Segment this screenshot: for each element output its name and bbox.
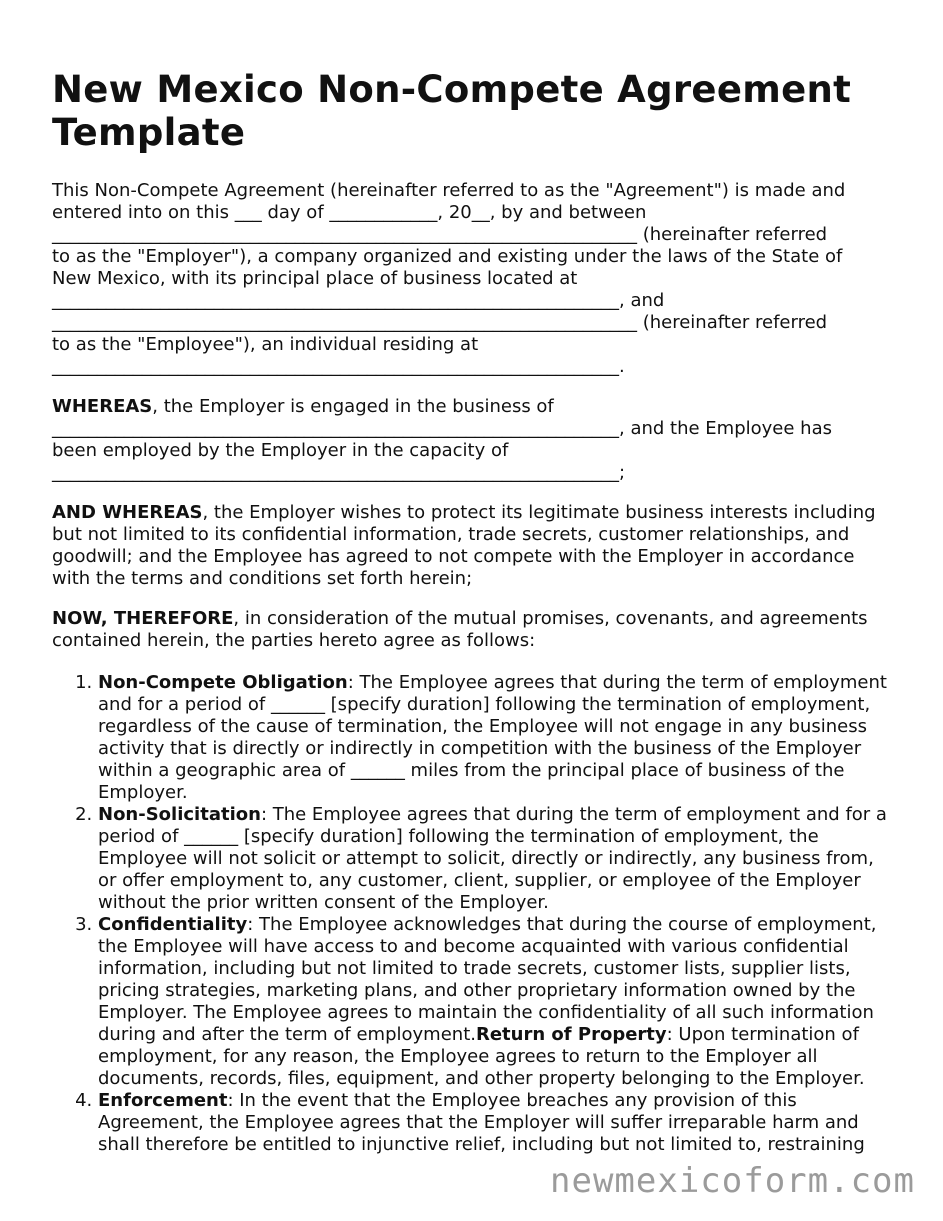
whereas-text: , the Employer is engaged in the business of — [152, 396, 554, 417]
intro-line: _______________________________________________________________, and — [52, 290, 665, 311]
clause-item — [98, 914, 892, 1090]
clause-item — [98, 672, 892, 804]
intro-line: _________________________________________________________________ (hereinafter referred — [52, 312, 828, 333]
whereas-line: been employed by the Employer in the capacity of — [52, 440, 509, 461]
therefore-text: , in consideration of the mutual promises, covenants, and agreements contained herein, the parties hereto agree as follows: — [52, 608, 868, 651]
site-watermark: newmexicoform.com — [550, 1161, 915, 1201]
whereas-paragraph — [52, 396, 892, 484]
intro-line: to as the "Employee"), an individual residing at — [52, 334, 479, 355]
and-whereas-text: , the Employer wishes to protect its legitimate business interests including but not limited to its confidential information, trade secrets, customer relationships, and goodwill; and the Employee has agreed to not compete with the Employer in accordance with the terms and conditions set forth herein; — [52, 502, 876, 589]
clause-subtext: : Upon termination of employment, for any reason, the Employee agrees to return to the Employer all documents, records, files, equipment, and other property belonging to the Employer. — [98, 1024, 865, 1089]
document-page — [52, 68, 892, 1156]
clause-text: : The Employee agrees that during the term of employment and for a period of ______ [specify duration] following the termination of employment, regardless of the cause of termination, the Employee will not engage in any business activity that is directly or indirectly in competition with the business of the Employer within a geographic area of ______ miles from the principal place of business of the Employer. — [98, 672, 887, 803]
clause-subheading: Return of Property — [475, 1024, 667, 1045]
and-whereas-paragraph — [52, 502, 892, 590]
clause-heading: Enforcement — [98, 1090, 228, 1111]
clause-item — [98, 1090, 892, 1156]
intro-paragraph — [52, 180, 892, 378]
clause-item — [98, 804, 892, 914]
clause-text: : The Employee agrees that during the term of employment and for a period of ______ [specify duration] following the termination of employment, the Employee will not solicit or attempt to solicit, directly or indirectly, any business from, or offer employment to, any customer, client, supplier, or employee of the Employer without the prior written consent of the Employer. — [98, 804, 887, 913]
therefore-label: NOW, THEREFORE — [52, 608, 234, 629]
page-title: New Mexico Non-Compete Agreement Template — [52, 68, 852, 154]
therefore-paragraph — [52, 608, 892, 652]
whereas-line: _______________________________________________________________; — [52, 462, 626, 483]
clause-heading: Non-Compete Obligation — [98, 672, 348, 693]
intro-line: _________________________________________________________________ (hereinafter referred — [52, 224, 828, 245]
clause-heading: Non-Solicitation — [98, 804, 261, 825]
and-whereas-label: AND WHEREAS — [52, 502, 203, 523]
whereas-line: _______________________________________________________________, and the Employee has — [52, 418, 832, 439]
intro-line: _______________________________________________________________. — [52, 356, 625, 377]
intro-line: to as the "Employer"), a company organized and existing under the laws of the State of — [52, 246, 843, 267]
intro-line: New Mexico, with its principal place of business located at — [52, 268, 578, 289]
clause-heading: Confidentiality — [98, 914, 248, 935]
clause-text: : The Employee acknowledges that during the course of employment, the Employee will have access to and become acquainted with various confidential information, including but not limited to trade secrets, customer lists, supplier lists, pricing strategies, marketing plans, and other proprietary information owned by the Employer. The Employee agrees to maintain the confidentiality of all such information during and after the term of employment. — [98, 914, 877, 1045]
clause-list — [52, 672, 892, 1156]
intro-line: This Non-Compete Agreement (hereinafter referred to as the "Agreement") is made and — [52, 180, 846, 201]
whereas-line — [52, 396, 892, 418]
whereas-label: WHEREAS — [52, 396, 153, 417]
intro-line: entered into on this ___ day of ____________, 20__, by and between — [52, 202, 647, 223]
clause-text: : In the event that the Employee breaches any provision of this Agreement, the Employee agrees that the Employer will suffer irreparable harm and shall therefore be entitled to injunctive relief, including but not limited to, restraining — [98, 1090, 865, 1155]
